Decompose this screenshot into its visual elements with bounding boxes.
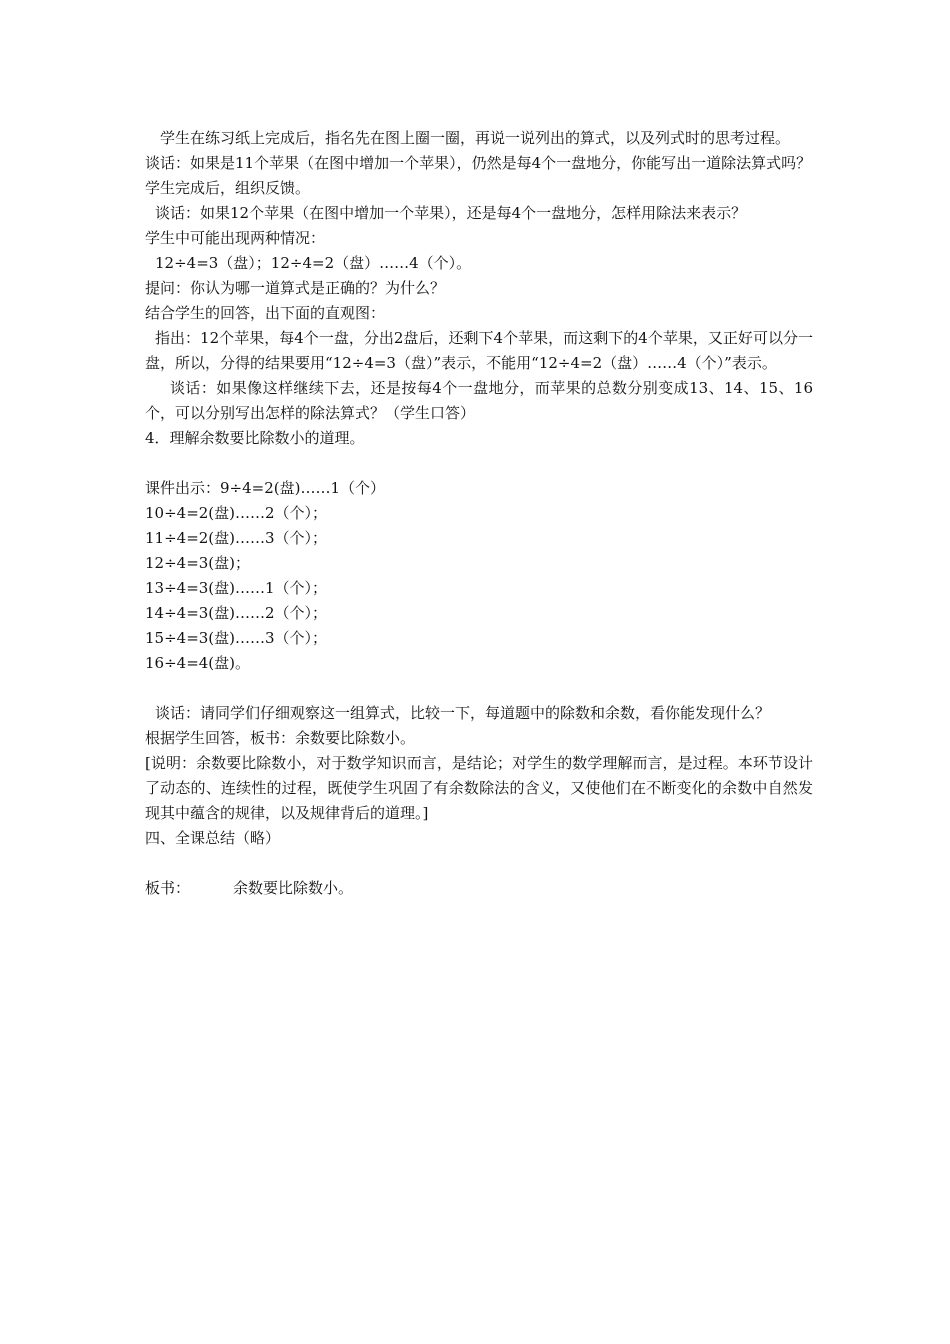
board-label: 板书： [145,879,191,897]
section-heading-summary: 四、全课总结（略） [145,829,281,847]
paragraph-continue-talk: 谈话：如果像这样继续下去，还是按每4个一盘地分，而苹果的总数分别变成13、14、15、16个，可以分别写出怎样的除法算式？（学生口答） [145,379,813,422]
paragraph-talk-11-apples: 谈话：如果是11个苹果（在图中增加一个苹果），仍然是每4个一盘地分，你能写出一道除法算式吗？ [145,154,812,172]
equation-line: 课件出示：9÷4=2(盘)……1（个） [145,479,386,497]
equation-line: 10÷4=2(盘)……2（个）； [145,504,328,522]
board-writing [145,876,813,901]
paragraph-point-out: 指出：12个苹果，每4个一盘，分出2盘后，还剩下4个苹果，而这剩下的4个苹果，又正好可以分一盘，所以，分得的结果要用“12÷4=3（盘）”表示，不能用“12÷4=2（盘）……4（个）”表示。 [145,329,813,372]
blank-line [145,451,813,476]
paragraph-board-answer: 根据学生回答，板书：余数要比除数小。 [145,729,416,747]
document-body [145,126,813,901]
equation-line: 16÷4=4(盘)。 [145,654,251,672]
equation-line: 15÷4=3(盘)……3（个）； [145,629,328,647]
paragraph-question: 提问：你认为哪一道算式是正确的？为什么？ [145,279,446,297]
paragraph-talk-12-apples: 谈话：如果12个苹果（在图中增加一个苹果），还是每4个一盘地分，怎样用除法来表示？ [155,204,747,222]
section-heading-remainder: 4．理解余数要比除数小的道理。 [145,429,365,447]
blank-line [145,851,813,876]
equation-line: 13÷4=3(盘)……1（个）； [145,579,328,597]
paragraph-diagram-intro: 结合学生的回答，出下面的直观图： [145,304,386,322]
paragraph-practice: 学生在练习纸上完成后，指名先在图上圈一圈，再说一说列出的算式，以及列式时的思考过程。 [160,129,791,147]
board-text: 余数要比除数小。 [233,879,354,897]
paragraph-note: [说明：余数要比除数小，对于数学知识而言，是结论；对学生的数学理解而言，是过程。本环节设计了动态的、连续性的过程，既使学生巩固了有余数除法的含义，又使他们在不断变化的余数中自然发现其中蕴含的规律，以及规律背后的道理。] [145,754,813,822]
equation-line: 14÷4=3(盘)……2（个）； [145,604,328,622]
paragraph-observe-talk: 谈话：请同学们仔细观察这一组算式，比较一下，每道题中的除数和余数，看你能发现什么？ [155,704,771,722]
paragraph-two-equations: 12÷4=3（盘）；12÷4=2（盘）……4（个）。 [155,254,472,272]
equation-line: 12÷4=3(盘)； [145,554,251,572]
equation-line: 11÷4=2(盘)……3（个）； [145,529,328,547]
paragraph-feedback: 学生完成后，组织反馈。 [145,179,311,197]
paragraph-two-cases: 学生中可能出现两种情况： [145,229,326,247]
blank-line [145,676,813,701]
